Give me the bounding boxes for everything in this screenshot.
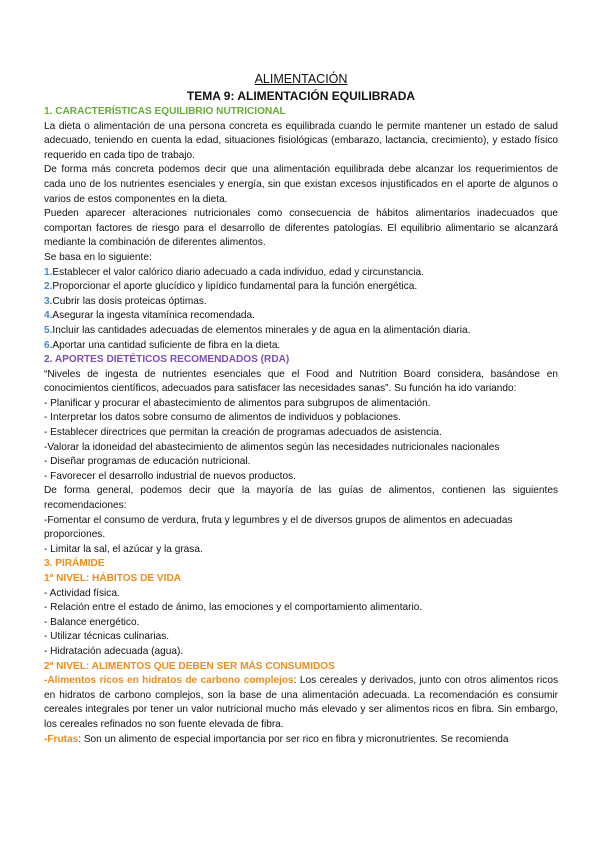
level-2-heading: 2ª NIVEL: ALIMENTOS QUE DEBEN SER MÁS CONSUMIDOS [44,660,335,672]
list-item: - Establecer directrices que permitan la creación de programas adecuados de asistencia. [44,427,442,439]
s1-paragraph-4: Se basa en lo siguiente: [44,251,152,263]
level-1-heading: 1ª NIVEL: HÁBITOS DE VIDA [44,573,182,584]
list-item: - Planificar y procurar el abastecimiento de alimentos para subgrupos de alimentación. [44,397,431,409]
section-3-heading: 3. PIRÁMIDE [44,558,105,570]
carbohydrates-lead: -Alimentos ricos en hidratos de carbono complejos [44,675,294,687]
list-item: - Utilizar técnicas culinarias. [44,631,170,643]
s2-paragraph-4: - Limitar la sal, el azúcar y la grasa. [44,543,203,555]
list-item: - Interpretar los datos sobre consumo de alimentos de individuos y poblaciones. [44,412,401,424]
list-item: - Balance energético. [44,616,140,628]
list-item: -Valorar la idoneidad del abastecimiento de alimentos según las necesidades nutricionales nacionales [44,441,500,453]
s1-paragraph-2: De forma más concreta podemos decir que una alimentación equilibrada debe alcanzar los requerimientos de cada uno de los nutrientes esenciales y energía, sin que existan excesos injustificados en el aporte de algunos o varios de estos componentes en la dieta. [44,164,558,205]
list-item: 6.Aportar una cantidad suficiente de fibra en la dieta. [44,339,281,351]
list-item: 2.Proporcionar el aporte glucídico y lipídico fundamental para la función energética. [44,281,418,293]
list-item: 5.Incluir las cantidades adecuadas de elementos minerales y de agua en la alimentación diaria. [44,324,471,336]
list-item: 3.Cubrir las dosis proteicas óptimas. [44,295,207,307]
s2-paragraph-3: -Fomentar el consumo de verdura, fruta y legumbres y el de diversos grupos de alimentos en adecuadas proporciones. [44,514,513,541]
s2-list [44,397,558,485]
section-1-heading: 1. CARACTERÍSTICAS EQUILIBRIO NUTRICIONAL [44,106,286,117]
fruits-paragraph: -Frutas: Son un alimento de especial importancia por ser rico en fibra y micronutrientes. Se recomienda [44,733,509,745]
list-item: - Favorecer el desarrollo industrial de nuevos productos. [44,470,296,482]
fruits-lead: -Frutas [44,733,79,745]
document-page [44,72,558,747]
list-item: 1.Establecer el valor calórico diario adecuado a cada individuo, edad y circunstancia. [44,266,424,278]
list-item: - Diseñar programas de educación nutricional. [44,456,251,468]
list-item: - Actividad física. [44,587,120,599]
s2-paragraph-2: De forma general, podemos decir que la mayoría de las guías de alimentos, contienen las siguientes recomendaciones: [44,485,558,512]
list-item: 4.Asegurar la ingesta vitamínica recomendada. [44,310,255,322]
s1-list [44,266,558,354]
topic-title: TEMA 9: ALIMENTACIÓN EQUILIBRADA [186,89,416,103]
carbohydrates-paragraph: -Alimentos ricos en hidratos de carbono complejos: Los cereales y derivados, junto con otros alimentos ricos en hidratos de carbono complejos, son la base de una alimentación adecuada. La recomendación es consumir cereales integrales por tener un valor nutricional mucho más elevado y ser alimentos ricos en fibra. Sin embargo, los cereales refinados no son fuente elevada de fibra. [44,675,558,730]
s1-paragraph-1: La dieta o alimentación de una persona concreta es equilibrada cuando le permite mantener un estado de salud adecuado, teniendo en cuenta la edad, situaciones fisiológicas (embarazo, lactancia, crecimiento), y estado físico requerido en cada tipo de trabajo. [44,120,558,161]
list-item: - Hidratación adecuada (agua). [44,645,184,657]
s2-paragraph-1: “Niveles de ingesta de nutrientes esenciales que el Food and Nutrition Board considera, basándose en conocimientos científicos, adecuados para satisfacer las necesidades sanas”. Su función ha ido variando: [44,368,558,395]
document-title: ALIMENTACIÓN [254,72,348,86]
s1-paragraph-3: Pueden aparecer alteraciones nutricionales como consecuencia de hábitos alimentarios inadecuados que comportan factores de riesgo para el desarrollo de diferentes patologías. El equilibrio alimentario se alcanzará mediante la combinación de diferentes alimentos. [44,208,558,249]
list-item: - Relación entre el estado de ánimo, las emociones y el comportamiento alimentario. [44,602,423,614]
section-2-heading: 2. APORTES DIETÉTICOS RECOMENDADOS (RDA) [44,354,290,366]
s3-list [44,587,558,660]
